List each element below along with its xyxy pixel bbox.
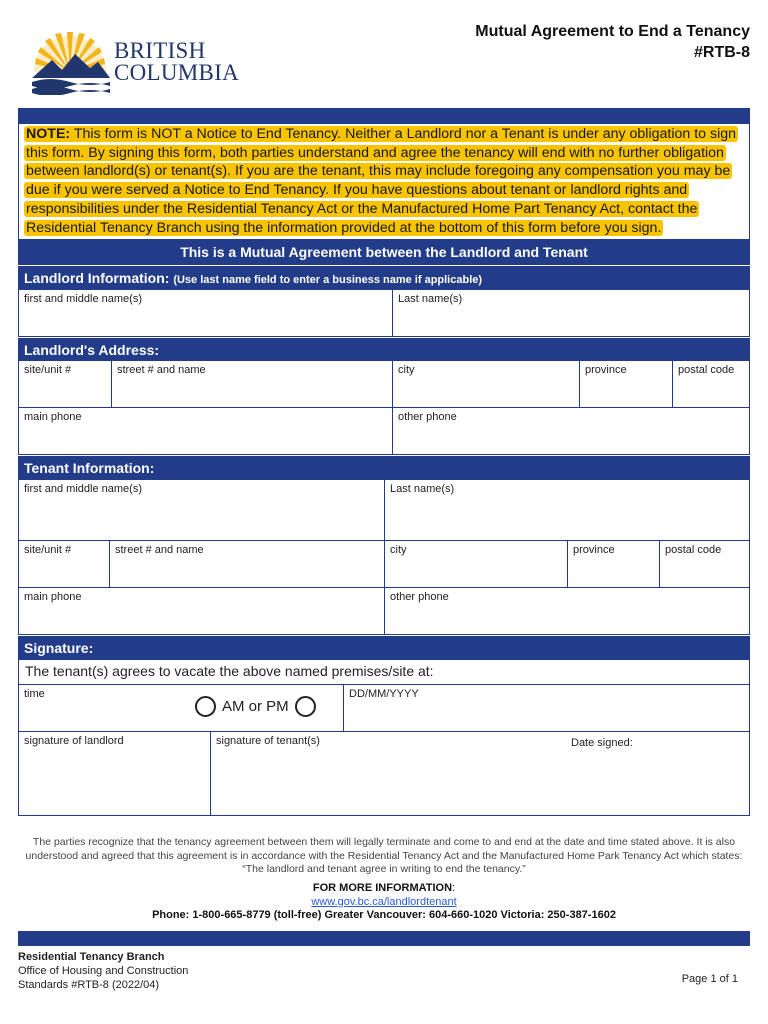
- tenant-street-field[interactable]: street # and name: [110, 541, 385, 587]
- note-panel: [18, 124, 750, 240]
- landlord-last-name-field[interactable]: Last name(s): [398, 293, 463, 306]
- tenant-other-phone-field[interactable]: other phone: [390, 591, 449, 604]
- note-text: This form is NOT a Notice to End Tenancy. Neither a Landlord nor a Tenant is under any obligation to sign this form. By signing this form, both parties understand and agree the tenancy will end with no further obligation between landlord(s) or tenant(s). If you are the tenant, this may include foregoing any compensation you may be due if you were served a Notice to End Tenancy. If you have questions about tenant or landlord rights and responsibilities under the Residential Tenancy Act or the Manufactured Home Part Tenancy Act, contact the Residential Tenancy Branch using the information provided at the bottom of this form before you sign.: [26, 126, 737, 236]
- tenant-province-field[interactable]: province: [568, 541, 660, 587]
- tenant-main-phone-field[interactable]: main phone: [19, 588, 385, 634]
- phone-numbers: Phone: 1-800-665-8779 (toll-free) Greater Vancouver: 604-660-1020 Victoria: 250-387-1602: [152, 909, 616, 921]
- landlord-postal-code-field[interactable]: postal code: [678, 364, 735, 377]
- note-lead: NOTE:: [26, 126, 71, 142]
- form-title: [475, 21, 750, 63]
- tenant-section-heading: Tenant Information:: [18, 455, 750, 480]
- tenant-last-name-field[interactable]: Last name(s): [390, 483, 455, 496]
- vacate-time-row: [18, 685, 750, 732]
- sun-mountain-icon: [30, 30, 114, 95]
- landlord-address-heading: Landlord's Address:: [18, 337, 750, 361]
- tenant-phone-row: [18, 588, 750, 635]
- logo-wordmark: BRITISH COLUMBIA: [114, 38, 240, 85]
- bc-government-logo: [30, 30, 240, 95]
- page-number: Page 1 of 1: [681, 973, 738, 985]
- form-title-line: Mutual Agreement to End a Tenancy: [475, 23, 750, 40]
- office-name: Office of Housing and Construction: [18, 965, 189, 977]
- landlord-signature-field[interactable]: signature of landlord: [19, 732, 211, 815]
- pm-radio-button[interactable]: [295, 696, 316, 717]
- tenant-postal-code-field[interactable]: postal code: [665, 544, 722, 557]
- rtb-website-link[interactable]: www.gov.bc.ca/landlordtenant: [311, 895, 457, 908]
- organization-info: [18, 950, 188, 992]
- tenant-name-row: [18, 480, 750, 541]
- date-signed-label: Date signed:: [571, 737, 633, 750]
- landlord-main-phone-field[interactable]: main phone: [19, 408, 393, 454]
- form-number: #RTB-8: [693, 44, 750, 61]
- tenant-signature-field[interactable]: signature of tenant(s) Date signed:: [216, 735, 633, 750]
- landlord-province-field[interactable]: province: [580, 361, 673, 407]
- landlord-phone-row: [18, 408, 750, 455]
- landlord-address-row: [18, 361, 750, 408]
- landlord-other-phone-field[interactable]: other phone: [398, 411, 457, 424]
- landlord-street-field[interactable]: street # and name: [112, 361, 393, 407]
- tenant-site-unit-field[interactable]: site/unit #: [19, 541, 110, 587]
- am-radio-button[interactable]: [195, 696, 216, 717]
- tenant-city-field[interactable]: city: [385, 541, 568, 587]
- legal-statement: The parties recognize that the tenancy agreement between them will legally terminate and come to and end at the date and time stated above. It is also understood and agreed that this agreement is in accordance with the Residential Tenancy Act and the Manufactured Home Park Tenancy Act which states: “The landlord and tenant agree in writing to end the tenancy.”: [25, 836, 743, 875]
- more-info-block: FOR MORE INFORMATION: www.gov.bc.ca/landlordtenant Phone: 1-800-665-8779 (toll-free) Greater Vancouver: 604-660-1020 Victoria: 250-387-1602: [152, 882, 616, 921]
- landlord-first-name-field[interactable]: first and middle name(s): [19, 290, 393, 336]
- landlord-name-row: [18, 290, 750, 337]
- standards-code: Standards #RTB-8 (2022/04): [18, 979, 160, 991]
- form-body: [18, 108, 750, 816]
- org-name: Residential Tenancy Branch: [18, 951, 165, 963]
- page-header: [0, 0, 768, 108]
- more-info-heading: FOR MORE INFORMATION: [312, 882, 453, 894]
- signature-section-heading: Signature:: [18, 635, 750, 660]
- vacate-time-field[interactable]: time AM or PM: [19, 685, 344, 731]
- vacate-statement: The tenant(s) agrees to vacate the above named premises/site at:: [18, 660, 750, 685]
- bottom-divider-bar: [18, 931, 750, 946]
- landlord-city-field[interactable]: city: [393, 361, 580, 407]
- agreement-heading: This is a Mutual Agreement between the Landlord and Tenant: [18, 240, 750, 265]
- top-divider-bar: [18, 108, 750, 124]
- tenant-first-name-field[interactable]: first and middle name(s): [19, 480, 385, 540]
- am-pm-label: AM or PM: [222, 698, 289, 716]
- vacate-date-field[interactable]: DD/MM/YYYY: [349, 688, 419, 701]
- tenant-address-row: [18, 541, 750, 588]
- landlord-section-heading: Landlord Information: (Use last name field to enter a business name if applicable): [18, 265, 750, 290]
- landlord-site-unit-field[interactable]: site/unit #: [19, 361, 112, 407]
- am-pm-selector: [195, 696, 316, 717]
- signature-row: [18, 732, 750, 816]
